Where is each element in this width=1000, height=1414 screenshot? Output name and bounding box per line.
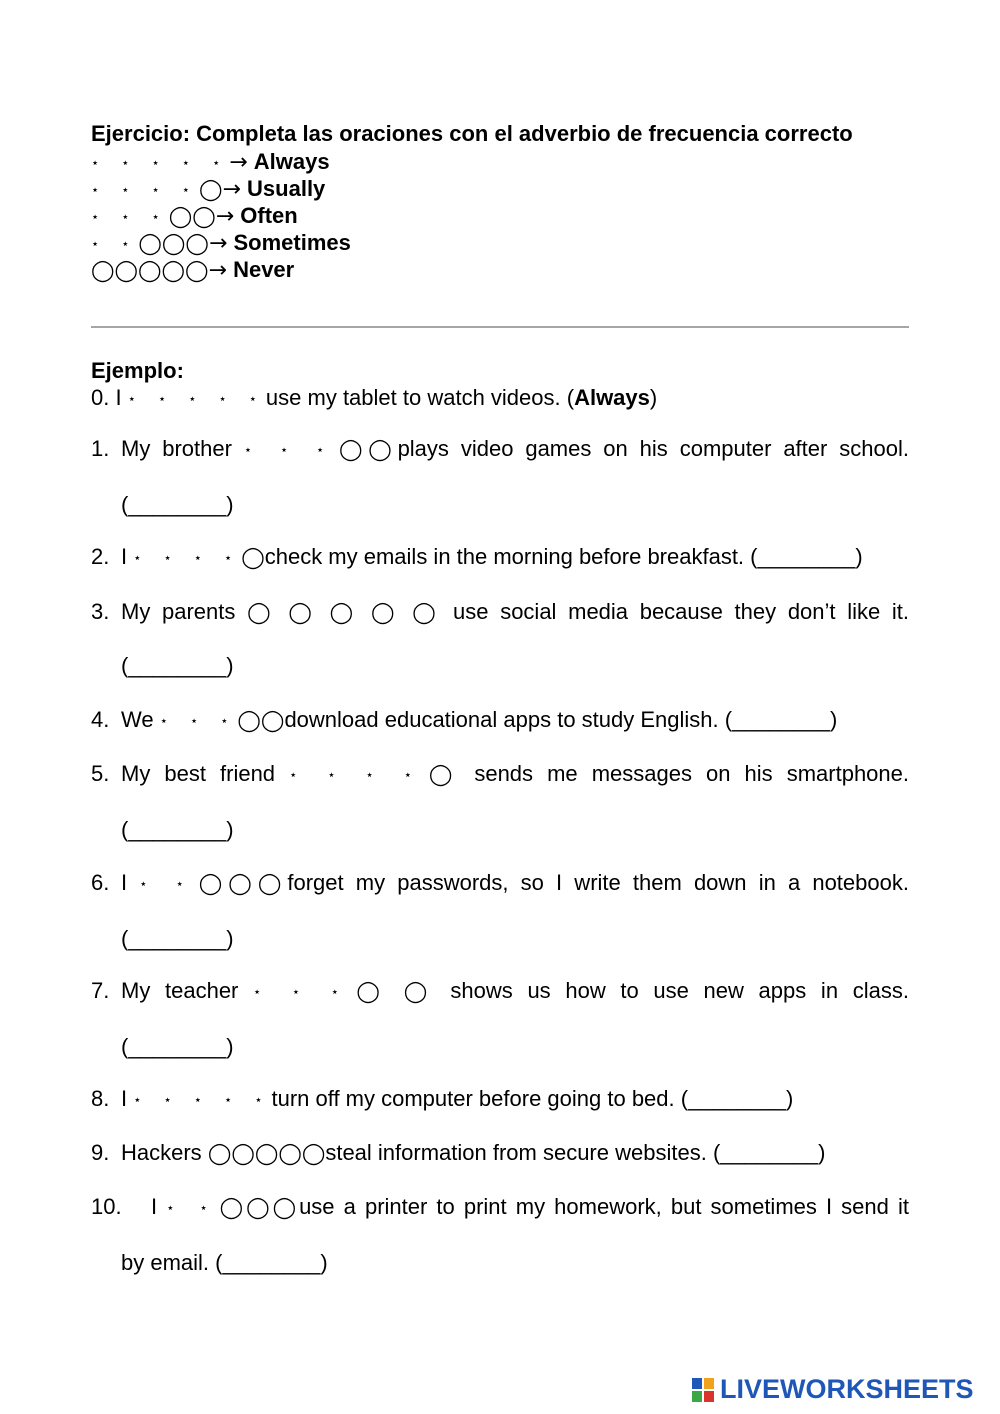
question-6 [91,856,909,966]
logo-square-green [692,1391,702,1402]
question-body [121,693,909,749]
question-number: 1. [91,436,110,461]
arrow-icon: → [215,204,235,229]
circles-icon: ◯ [420,762,461,786]
answer-blank[interactable]: (________) [121,492,234,517]
answer-blank[interactable]: (________) [121,926,234,951]
logo-text: LIVEWORKSHEETS [720,1374,974,1404]
question-4 [91,693,909,749]
question-text: use social media because they don’t like it. [453,599,909,624]
example-answer: Always [574,385,650,410]
legend-term: Usually [247,176,326,201]
question-subject: My brother [121,436,232,461]
question-subject: My parents [121,599,236,624]
stars-icon: ⋆ ⋆ ⋆ ⋆ ⋆ [133,1093,272,1108]
question-3 [91,585,909,693]
arrow-icon: → [208,258,227,283]
question-body [121,422,909,478]
answer-line [121,478,909,532]
circles-icon: ◯ [198,177,223,201]
exercise-title: Ejercicio: Completa las oraciones con el adverbio de frecuencia correcto [91,121,853,146]
question-subject: I [151,1194,158,1219]
answer-line [121,803,909,857]
arrow-icon: → [208,231,228,256]
circles-icon: ◯◯◯◯◯ [207,1141,326,1165]
stars-icon: ⋆ ⋆ [91,237,139,252]
question-body [121,530,909,586]
question-text: forget my passwords, so I write them down in a notebook. [287,870,909,895]
circles-icon: ◯◯◯ [192,871,288,895]
circles-icon: ◯◯◯ [216,1195,300,1219]
example-label: Ejemplo: [91,358,184,383]
question-text: use a printer to print my homework, but sometimes I send it [299,1194,909,1219]
frequency-legend [91,148,351,283]
question-1 [91,422,909,532]
stars-icon: ⋆ ⋆ ⋆ [91,210,169,225]
question-number: 10. [91,1194,122,1219]
question-number: 8. [91,1086,110,1111]
example-prefix: 0. I [91,385,122,410]
circles-icon: ◯ ◯ [347,979,436,1003]
circles-icon: ◯◯ [237,708,285,732]
question-number: 7. [91,978,110,1003]
question-text-continued: by email. [121,1250,210,1275]
question-subject: I [121,870,128,895]
answer-line [121,1020,909,1074]
question-body [121,1072,909,1128]
logo-square-orange [704,1378,714,1389]
question-subject: I [121,544,128,569]
stars-icon: ⋆ ⋆ ⋆ ⋆ [91,183,199,198]
circles-icon: ◯ ◯ ◯ ◯ ◯ [247,600,442,624]
answer-blank[interactable]: (________) [724,707,838,732]
question-body [151,1180,909,1236]
answer-line [121,639,909,693]
question-number: 9. [91,1140,110,1165]
stars-icon: ⋆ ⋆ ⋆ ⋆ ⋆ [127,392,266,407]
circles-icon: ◯◯◯ [138,231,209,255]
answer-line [121,1236,909,1290]
question-body [121,856,909,912]
question-number: 3. [91,599,110,624]
stars-icon: ⋆ ⋆ ⋆ ⋆ [133,551,242,566]
legend-term: Always [253,149,330,174]
answer-line [121,912,909,966]
stars-icon: ⋆ ⋆ ⋆ [243,443,334,458]
circles-icon: ◯ [241,545,265,569]
legend-row-usually [91,175,351,202]
question-10 [91,1180,909,1290]
question-body [121,1126,909,1180]
question-text: sends me messages on his smartphone. [474,761,909,786]
logo-grid-icon [692,1378,714,1402]
legend-term: Often [240,203,298,228]
legend-term: Never [233,257,295,282]
legend-row-sometimes [91,229,351,256]
answer-blank[interactable]: (________) [121,817,234,842]
answer-blank[interactable]: (________) [712,1140,826,1165]
question-subject: My best friend [121,761,276,786]
stars-icon: ⋆ ⋆ ⋆ [253,985,348,1000]
question-body [121,747,909,803]
question-number: 4. [91,707,110,732]
question-body [121,585,909,639]
question-text: steal information from secure websites. [325,1140,707,1165]
legend-row-never [91,256,351,283]
question-number: 6. [91,870,110,895]
question-2 [91,530,909,586]
question-subject: My teacher [121,978,239,1003]
stars-icon: ⋆ ⋆ ⋆ ⋆ ⋆ [91,156,230,171]
question-9 [91,1126,909,1180]
circles-icon: ◯◯◯◯◯ [91,258,209,282]
question-subject: We [121,707,154,732]
example-suffix: ) [649,385,658,410]
stars-icon: ⋆ ⋆ [139,877,193,892]
stars-icon: ⋆ ⋆ [166,1201,217,1216]
arrow-icon: → [229,150,248,175]
question-8 [91,1072,909,1128]
question-text: plays video games on his computer after school. [397,436,909,461]
example-sentence [91,385,657,411]
question-text: shows us how to use new apps in class. [450,978,909,1003]
question-text: turn off my computer before going to bed. [271,1086,675,1111]
answer-blank[interactable]: (________) [750,544,863,569]
circles-icon: ◯◯ [168,204,216,228]
question-number: 5. [91,761,110,786]
stars-icon: ⋆ ⋆ ⋆ [159,714,238,729]
question-text: download educational apps to study English. [284,707,719,732]
circles-icon: ◯◯ [333,437,398,461]
legend-row-often [91,202,351,229]
legend-term: Sometimes [233,230,351,255]
question-text: check my emails in the morning before breakfast. [264,544,745,569]
question-5 [91,747,909,857]
answer-blank[interactable]: (________) [121,1034,234,1059]
answer-blank[interactable]: (________) [215,1250,328,1275]
question-subject: I [121,1086,128,1111]
logo-square-red [704,1391,714,1402]
logo-square-blue [692,1378,702,1389]
stars-icon: ⋆ ⋆ ⋆ ⋆ [289,768,421,783]
legend-row-always [91,148,351,175]
question-number: 2. [91,544,110,569]
question-body [121,964,909,1020]
section-divider [91,326,909,328]
question-7 [91,964,909,1074]
question-subject: Hackers [121,1140,202,1165]
example-text: use my tablet to watch videos. ( [265,385,575,410]
liveworksheets-logo[interactable] [692,1374,974,1405]
answer-blank[interactable]: (________) [121,653,234,678]
answer-blank[interactable]: (________) [680,1086,794,1111]
arrow-icon: → [222,177,241,202]
